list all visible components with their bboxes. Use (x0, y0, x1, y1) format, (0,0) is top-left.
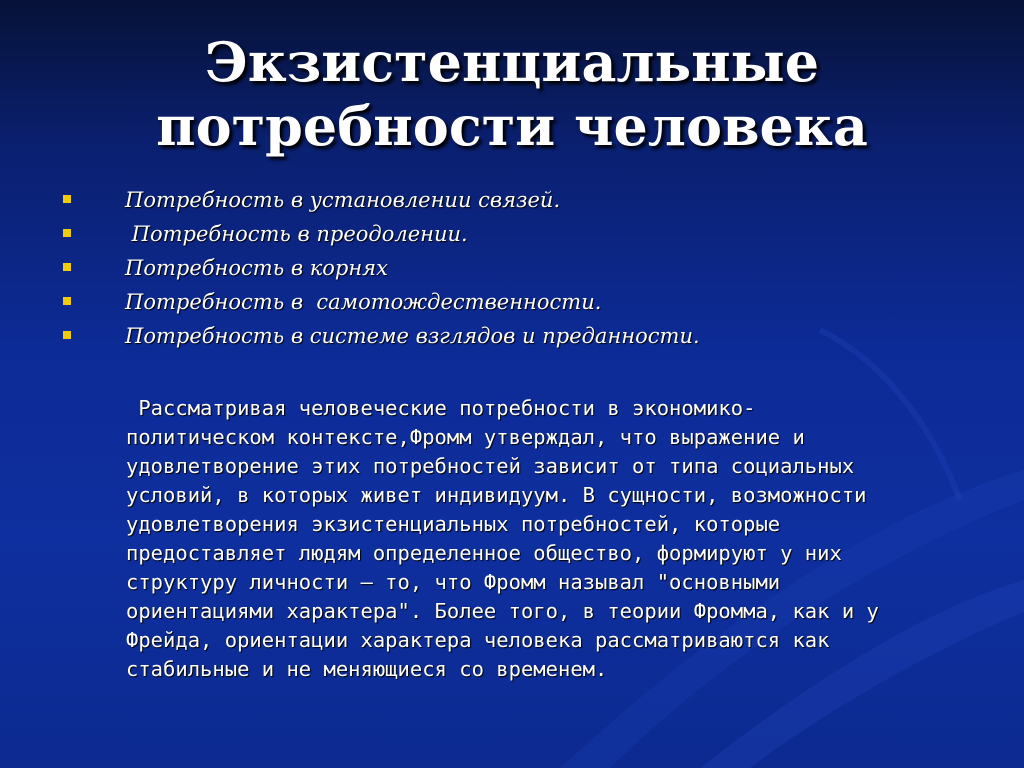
paragraph-line: условий, в которых живет индивидуум. В сущности, возможности (126, 483, 867, 507)
slide-title-line-2: потребности человека (156, 94, 868, 158)
square-bullet-icon (63, 229, 71, 237)
slide-title-line-1: Экзистенциальные (204, 30, 820, 94)
fromm-paragraph (126, 394, 986, 684)
paragraph-line: Рассматривая человеческие потребности в экономико- (126, 396, 756, 420)
list-item (60, 220, 980, 254)
paragraph-line: ориентациями характера". Более того, в теории Фромма, как и у (126, 599, 879, 623)
paragraph-line: стабильные и не меняющиеся со временем. (126, 657, 608, 681)
paragraph-line: удовлетворение этих потребностей зависит от типа социальных (126, 454, 855, 478)
square-bullet-icon (63, 297, 71, 305)
square-bullet-icon (63, 331, 71, 339)
bullet-text: Потребность в установлении связей. (125, 188, 561, 212)
paragraph-line: Фрейда, ориентации характера человека рассматриваются как (126, 628, 830, 652)
paragraph-line: политическом контексте,Фромм утверждал, что выражение и (126, 425, 805, 449)
list-item (60, 288, 980, 322)
list-item (60, 186, 980, 220)
slide-title (0, 30, 1024, 158)
bullet-text: Потребность в корнях (125, 256, 388, 280)
paragraph-line: предоставляет людям определенное общество, формируют у них (126, 541, 842, 565)
list-item (60, 254, 980, 288)
square-bullet-icon (63, 195, 71, 203)
bullet-text: Потребность в самотождественности. (125, 290, 602, 314)
bullet-text: Потребность в системе взглядов и преданности. (125, 324, 700, 348)
paragraph-line: структуру личности – то, что Фромм называл "основными (126, 570, 781, 594)
paragraph-line: удовлетворения экзистенциальных потребностей, которые (126, 512, 781, 536)
list-item (60, 322, 980, 356)
square-bullet-icon (63, 263, 71, 271)
needs-bullet-list (60, 186, 980, 356)
bullet-text: Потребность в преодолении. (125, 222, 468, 246)
